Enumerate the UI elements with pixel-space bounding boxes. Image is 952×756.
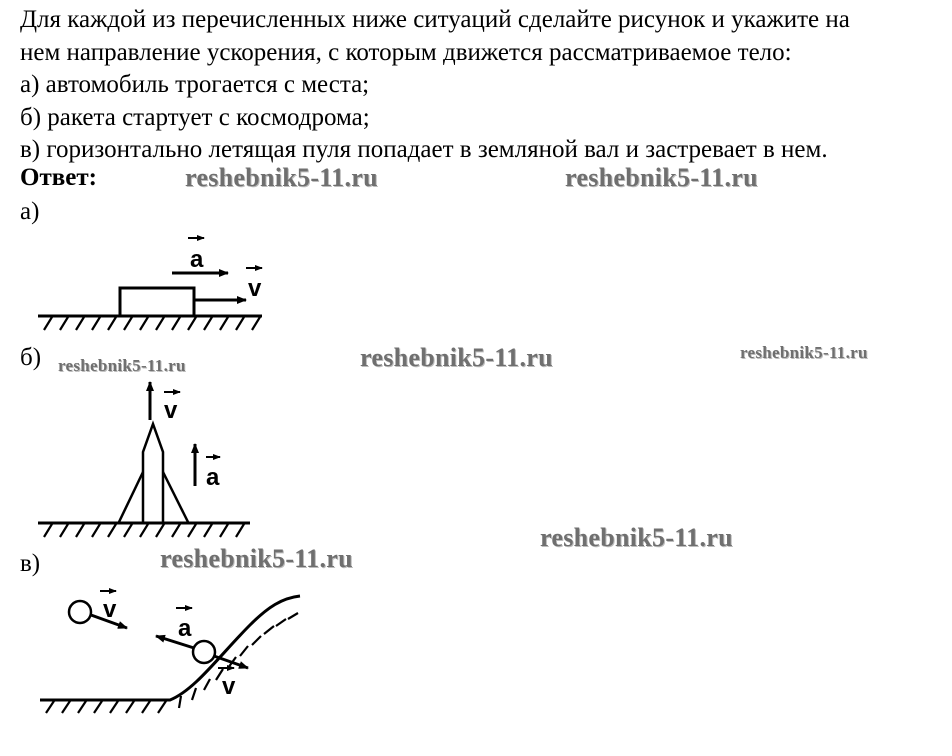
watermark: reshebnik5-11.ru [540, 523, 733, 552]
problem-line: а) автомобиль трогается с места; [20, 71, 370, 98]
bullet-in-bank [156, 608, 248, 700]
svg-text:a: a [178, 615, 192, 642]
problem-line: б) ракета стартует с космодрома; [20, 103, 370, 131]
watermark: reshebnik5-11.ru [565, 163, 758, 192]
watermark: reshebnik5-11.ru [185, 163, 378, 192]
part-b-label: б) [20, 344, 42, 371]
earth-bank [40, 596, 300, 713]
watermark: reshebnik5-11.ru [740, 343, 868, 362]
watermark: reshebnik5-11.ru [360, 343, 553, 372]
figure-rocket [38, 382, 250, 537]
figure-car [38, 238, 262, 330]
acceleration-arrow [172, 238, 228, 273]
part-c-label: в) [20, 550, 41, 577]
svg-text:v: v [103, 596, 117, 623]
svg-text:a: a [190, 246, 204, 273]
answer-label: Ответ: [20, 164, 97, 191]
problem-line: в) горизонтально летящая пуля попадает в земляной вал и застревает в нем. [20, 136, 828, 163]
ground-hatched [38, 523, 250, 537]
watermark: reshebnik5-11.ru [160, 544, 353, 573]
velocity-arrow [150, 382, 180, 424]
rocket-body [119, 424, 188, 522]
svg-text:a: a [206, 464, 220, 491]
bullet-flying [69, 591, 127, 628]
svg-text:v: v [248, 275, 262, 302]
car-body [120, 288, 194, 316]
svg-text:v: v [164, 397, 178, 424]
acceleration-arrow [195, 444, 220, 491]
ground-hatched [38, 316, 262, 330]
part-a-label: а) [20, 198, 40, 225]
svg-text:v: v [222, 673, 236, 700]
watermark: reshebnik5-11.ru [58, 356, 186, 375]
figure-bullet [40, 591, 300, 713]
problem-line: Для каждой из перечисленных ниже ситуаций сделайте рисунок и укажите на [20, 6, 850, 33]
problem-line: нем направление ускорения, с которым движется рассматриваемое тело: [20, 38, 792, 66]
